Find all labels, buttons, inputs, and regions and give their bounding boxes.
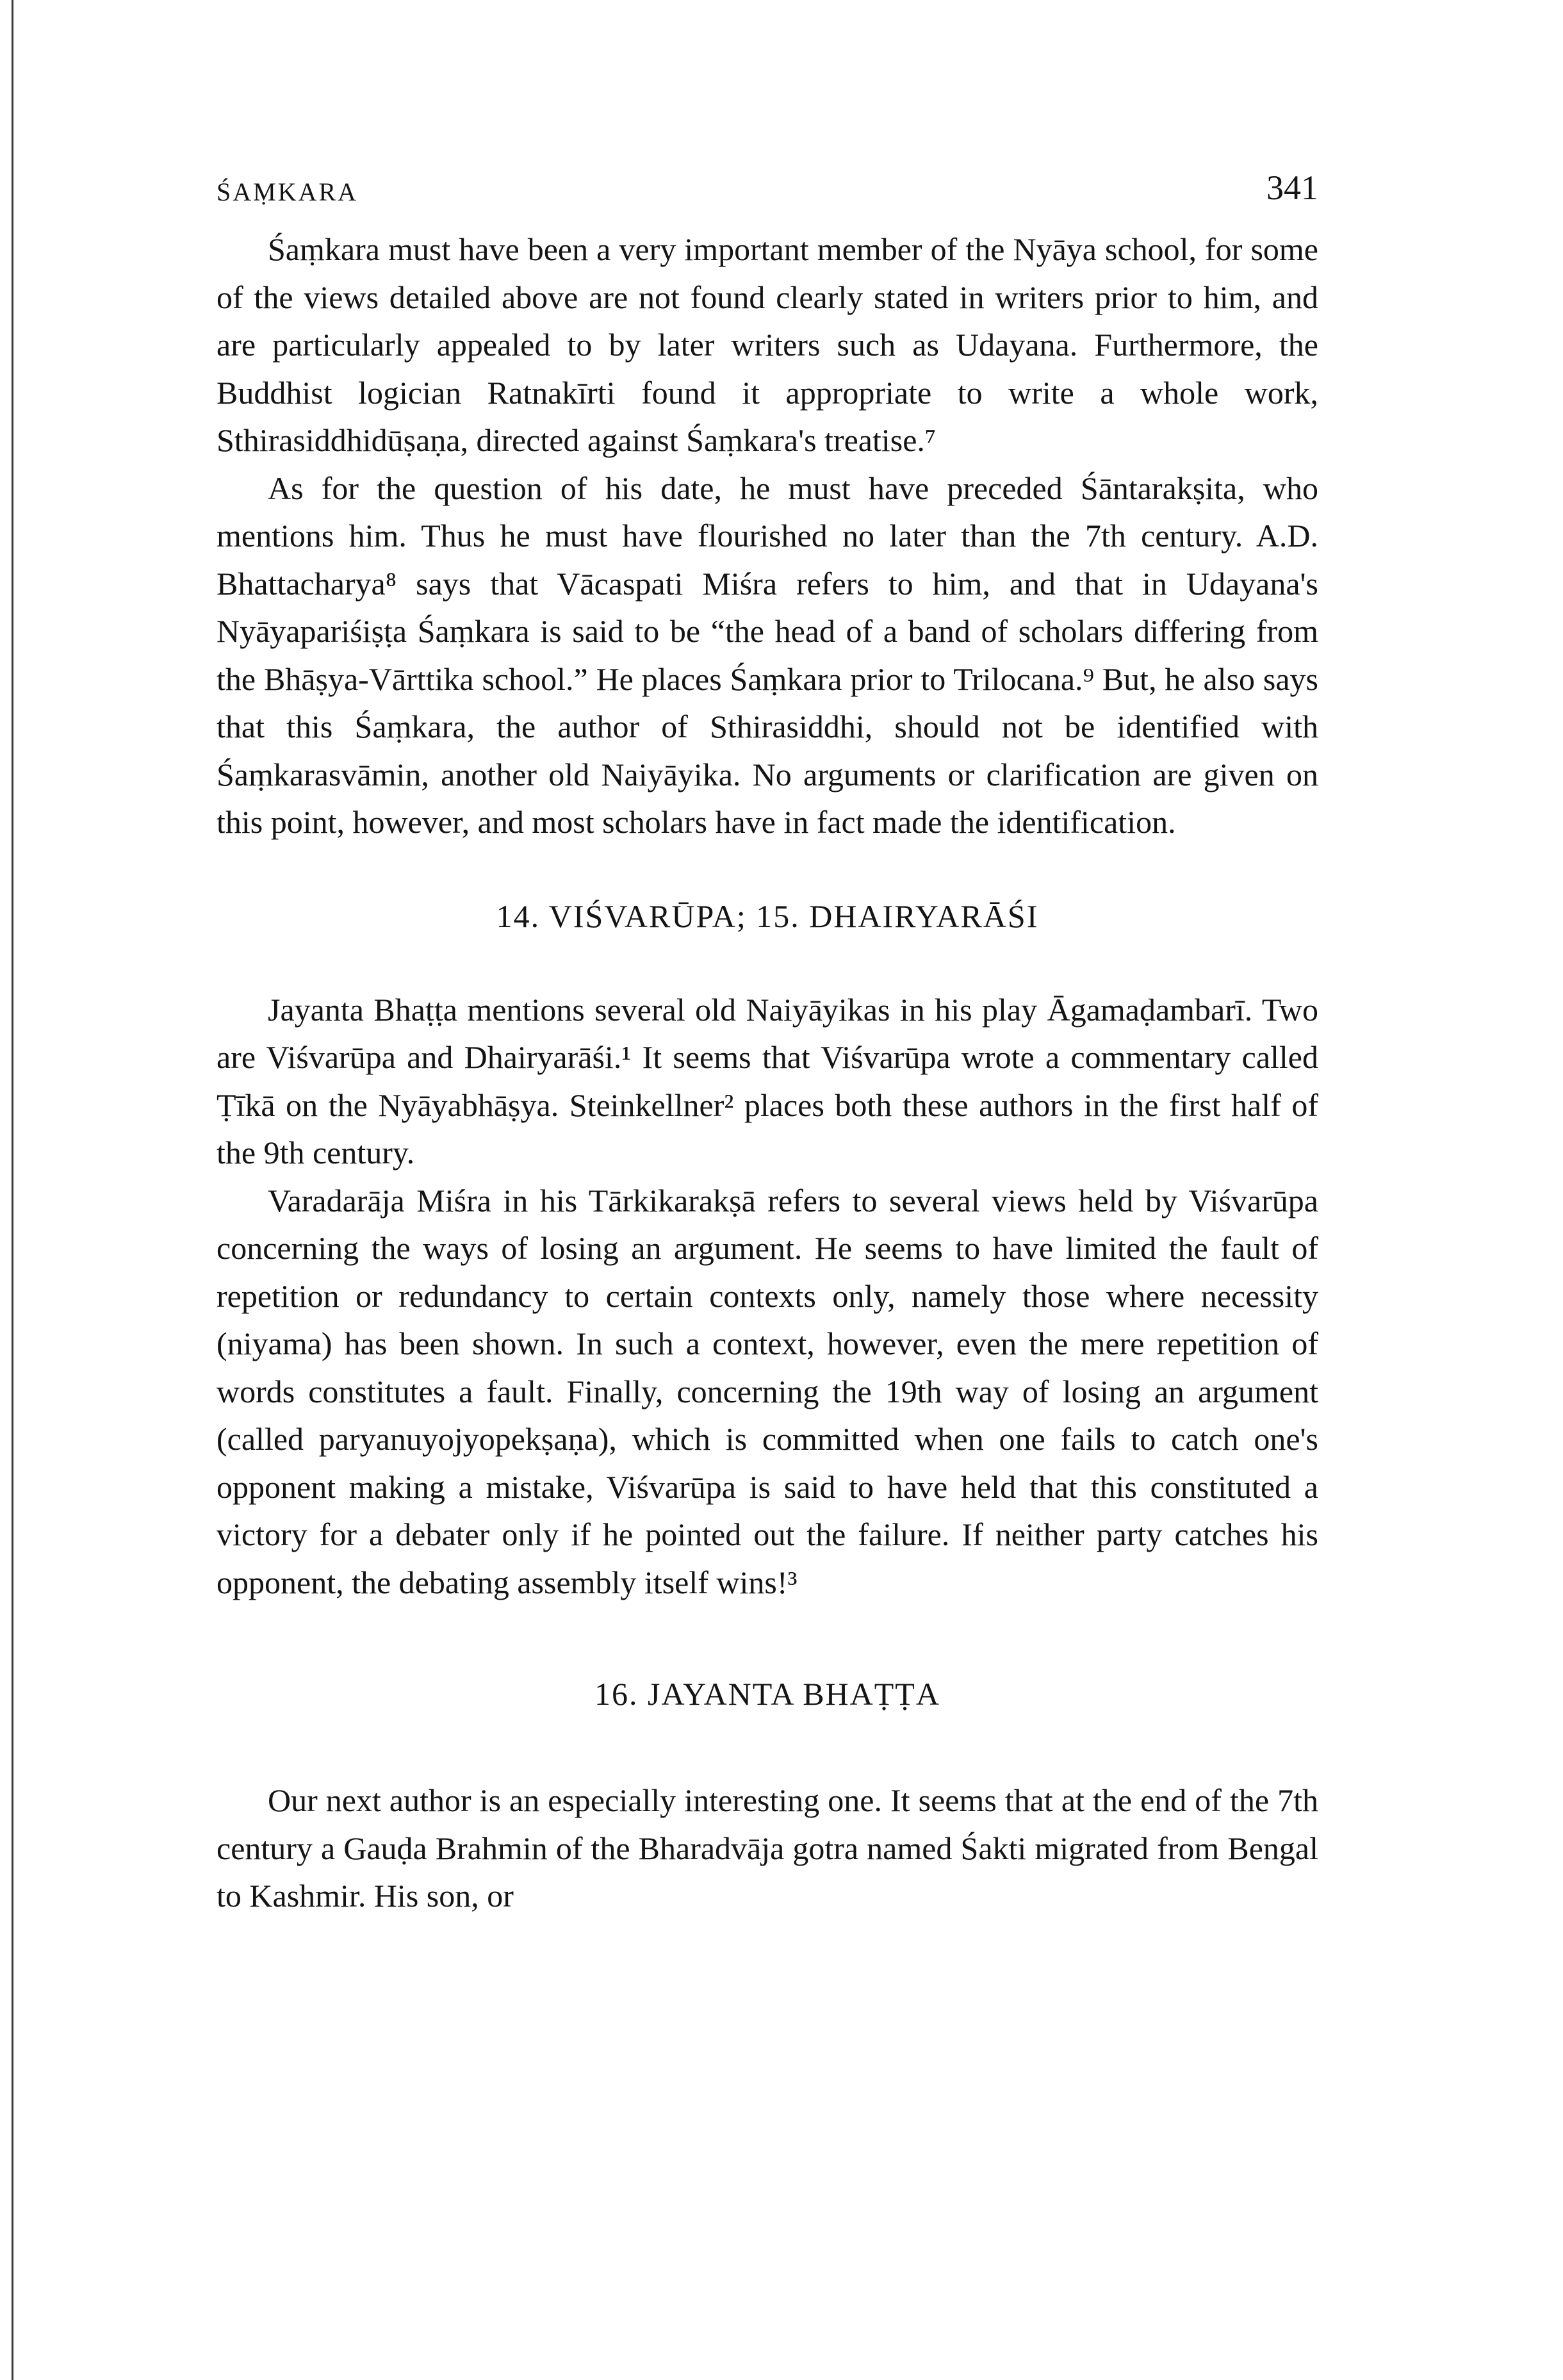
page-header bbox=[217, 168, 1318, 213]
page-edge-line bbox=[12, 0, 13, 2380]
section-heading-visvarupa: 14. VIŚVARŪPA; 15. DHAIRYARĀŚI bbox=[496, 898, 1039, 934]
paragraph-samkara-date: As for the question of his date, he must have preceded Śāntarakṣita, who mentions him. Thus he must have flourished no later than the 7th century. A.D. Bhattacharya⁸ says that Vācaspati Miśra refers to him, and that in Udayana's Nyāyapariśiṣṭa Śaṃkara is said to be “the head of a band of scholars differing from the Bhāṣya-Vārttika school.” He places Śaṃkara prior to Trilocana.⁹ But, he also says that this Śaṃkara, the author of Sthirasiddhi, should not be identified with Śaṃkarasvāmin, another old Naiyāyika. No arguments or clarification are given on this point, however, and most scholars have in fact made the identification. bbox=[217, 470, 1318, 840]
paragraph-visvarupa-intro: Jayanta Bhaṭṭa mentions several old Naiyāyikas in his play Āgamaḍambarī. Two are Viśvarūpa and Dhairyarāśi.¹ It seems that Viśvarūpa wrote a commentary called Ṭīkā on the Nyāyabhāṣya. Steinkellner² places both these authors in the first half of the 9th century. bbox=[217, 991, 1318, 1170]
running-head: ŚAṂKARA bbox=[217, 177, 359, 206]
section-heading-jayanta: 16. JAYANTA BHAṬṬA bbox=[594, 1676, 940, 1712]
paragraph-samkara-member: Śaṃkara must have been a very important member of the Nyāya school, for some of the views detailed above are not found clearly stated in writers prior to him, and are particularly appealed to by later writers such as Udayana. Furthermore, the Buddhist logician Ratnakīrti found it appropriate to write a whole work, Sthirasiddhidūṣaṇa, directed against Śaṃkara's treatise.⁷ bbox=[217, 231, 1318, 458]
paragraph-visvarupa-views: Varadarāja Miśra in his Tārkikarakṣā refers to several views held by Viśvarūpa concerning the ways of losing an argument. He seems to have limited the fault of repetition or redundancy to certain contexts only, namely those where necessity (niyama) has been shown. In such a context, however, even the mere repetition of words constitutes a fault. Finally, concerning the 19th way of losing an argument (called paryanuyojyopekṣaṇa), which is committed when one fails to catch one's opponent making a mistake, Viśvarūpa is said to have held that this constituted a victory for a debater only if he pointed out the failure. If neither party catches his opponent, the debating assembly itself wins!³ bbox=[217, 1182, 1318, 1600]
paragraph-jayanta-intro: Our next author is an especially interesting one. It seems that at the end of the 7th century a Gauḍa Brahmin of the Bharadvāja gotra named Śakti migrated from Bengal to Kashmir. His son, or bbox=[217, 1782, 1318, 1914]
body-text bbox=[217, 226, 1318, 1920]
page-number: 341 bbox=[1266, 168, 1318, 207]
